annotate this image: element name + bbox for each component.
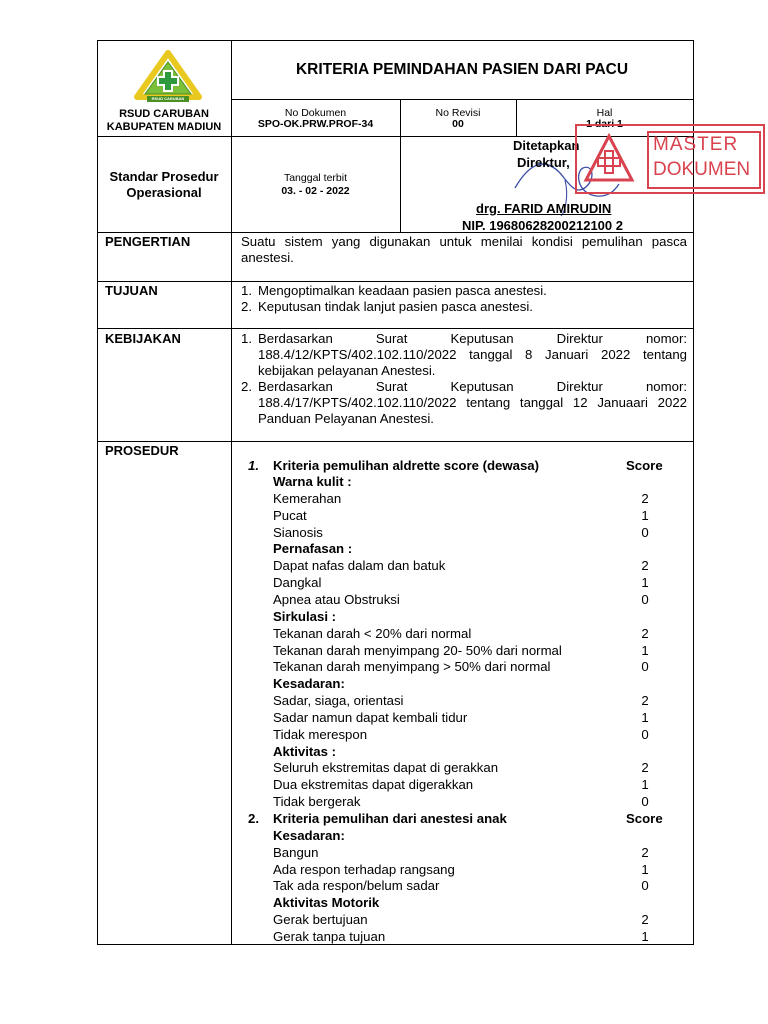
no-dokumen-value: SPO-OK.PRW.PROF-34 — [257, 118, 374, 130]
ditetapkan-label: Ditetapkan — [513, 138, 580, 153]
hospital-name-line2: KABUPATEN MADIUN — [106, 121, 222, 133]
score-criterion: Sadar, siaga, orientasi — [273, 693, 404, 709]
stamp-line1: MASTER — [653, 134, 739, 155]
score-value: 2 — [641, 844, 649, 860]
prosedur-section2-title: Kriteria pemulihan dari anestesi anak — [273, 811, 507, 826]
document-title: KRITERIA PEMINDAHAN PASIEN DARI PACU — [295, 61, 629, 78]
score-criterion: Apnea atau Obstruksi — [273, 591, 400, 607]
score-criterion: Pucat — [273, 507, 307, 523]
tujuan-item-2-text: Keputusan tindak lanjut pasien pasca anestesi. — [258, 299, 533, 314]
hospital-logo — [133, 50, 203, 104]
kebijakan-item-1-line3: kebijakan pelayanan Anestesi. — [258, 363, 436, 378]
kebijakan-item-2-line2: 188.4/17/KPTS/402.102.110/2022 tentang tanggal 12 Januaari 2022 — [258, 395, 687, 410]
kebijakan-item-2-line1: Berdasarkan Surat Keputusan Direktur nomor: — [258, 379, 687, 394]
logo-band-text: RSUD CARUBAN — [151, 95, 185, 101]
score-value: 2 — [641, 693, 649, 709]
score-criterion: Bangun — [273, 844, 319, 860]
score-value: 1 — [641, 642, 649, 658]
score-value: 0 — [641, 726, 649, 742]
score-value: 1 — [641, 777, 649, 793]
score-value: 2 — [641, 558, 649, 574]
spo-label-line1: Standar Prosedur — [109, 169, 219, 184]
kebijakan-item-2-line3: Panduan Pelayanan Anestesi. — [258, 411, 434, 426]
no-dokumen-label: No Dokumen — [284, 107, 347, 119]
prosedur-section1-title: Kriteria pemulihan aldrette score (dewasa) — [273, 458, 540, 473]
score-criterion: Kemerahan — [273, 490, 342, 506]
tujuan-item-1-num: 1. — [241, 283, 252, 298]
score-criterion: Sianosis — [273, 524, 323, 540]
score-value: 2 — [641, 490, 649, 506]
score-criterion: Tidak bergerak — [273, 794, 361, 810]
score-value: 0 — [641, 524, 649, 540]
kebijakan-item-1-line2: 188.4/12/KPTS/402.102.110/2022 tanggal 8 Januari 2022 tentang — [258, 347, 687, 362]
direktur-label: Direktur, — [517, 155, 570, 170]
hospital-name-line1: RSUD CARUBAN — [119, 108, 209, 120]
score-criterion: Dangkal — [273, 575, 322, 591]
score-criterion: Ada respon terhadap rangsang — [273, 861, 455, 877]
score-criterion: Tekanan darah menyimpang > 50% dari normal — [273, 659, 551, 675]
score-criterion: Dapat nafas dalam dan batuk — [273, 558, 446, 574]
tujuan-item-2-num: 2. — [241, 299, 252, 314]
signer-nip: NIP. 19680628200212100 2 — [462, 218, 623, 233]
tujuan-item-2 — [241, 299, 533, 315]
score-group-heading: Warna kulit : — [273, 474, 352, 489]
no-revisi-label: No Revisi — [435, 107, 481, 119]
prosedur-section1-score-header: Score — [626, 458, 663, 473]
score-value: 0 — [641, 659, 649, 675]
pengertian-label: PENGERTIAN — [105, 234, 191, 249]
prosedur-section2-score-header: Score — [626, 811, 663, 826]
score-criterion: Tekanan darah menyimpang 20- 50% dari normal — [273, 642, 562, 658]
score-value: 1 — [641, 928, 649, 944]
kebijakan-label: KEBIJAKAN — [105, 331, 181, 346]
score-criterion: Tidak merespon — [273, 726, 368, 742]
score-value: 1 — [641, 507, 649, 523]
hal-label: Hal — [596, 107, 613, 119]
score-group-heading: Aktivitas Motorik — [273, 895, 380, 911]
prosedur-section1-num: 1. — [248, 458, 259, 473]
pengertian-line2: anestesi. — [241, 250, 294, 265]
hal-value: 1 dari 1 — [586, 118, 623, 130]
score-criterion: Gerak tanpa tujuan — [273, 928, 386, 944]
tanggal-terbit-label: Tanggal terbit — [283, 172, 348, 184]
score-value: 2 — [641, 625, 649, 641]
score-value: 1 — [641, 575, 649, 591]
kebijakan-item-1-line1: Berdasarkan Surat Keputusan Direktur nomor: — [258, 331, 687, 346]
score-criterion: Sadar namun dapat kembali tidur — [273, 709, 468, 725]
score-value: 1 — [641, 861, 649, 877]
score-group-heading: Sirkulasi : — [273, 608, 337, 624]
score-value: 0 — [641, 591, 649, 607]
master-dokumen-stamp — [575, 124, 765, 194]
score-value: 0 — [641, 794, 649, 810]
prosedur-section2-num: 2. — [248, 811, 259, 826]
kebijakan-item-2-num: 2. — [241, 379, 252, 394]
stamp-line2: DOKUMEN — [653, 159, 751, 180]
score-value: 2 — [641, 912, 649, 928]
kebijakan-item-1-num: 1. — [241, 331, 252, 346]
score-criterion: Seluruh ekstremitas dapat di gerakkan — [273, 760, 499, 776]
pengertian-line1: Suatu sistem yang digunakan untuk menilai kondisi pemulihan pasca — [241, 234, 687, 249]
spo-label-line2: Operasional — [126, 185, 202, 200]
tujuan-label: TUJUAN — [105, 283, 158, 298]
signer-name: drg. FARID AMIRUDIN — [476, 201, 612, 216]
no-revisi-value: 00 — [452, 118, 464, 130]
score-criterion: Gerak bertujuan — [273, 912, 368, 928]
score-group-heading: Aktivitas : — [273, 743, 337, 759]
prosedur-label: PROSEDUR — [105, 443, 179, 458]
score-criterion: Tak ada respon/belum sadar — [273, 878, 440, 894]
score-value: 1 — [641, 709, 649, 725]
score-value: 2 — [641, 760, 649, 776]
score-value: 0 — [641, 878, 649, 894]
score-criterion: Tekanan darah < 20% dari normal — [273, 625, 472, 641]
tanggal-terbit-value: 03. - 02 - 2022 — [281, 185, 350, 197]
score-group-heading: Pernafasan : — [273, 541, 353, 557]
tujuan-item-1 — [241, 283, 547, 299]
score-criterion: Dua ekstremitas dapat digerakkan — [273, 777, 474, 793]
score-group-heading: Kesadaran: — [273, 676, 345, 692]
score-group-heading: Kesadaran: — [273, 827, 345, 843]
tujuan-item-1-text: Mengoptimalkan keadaan pasien pasca anestesi. — [258, 283, 547, 298]
